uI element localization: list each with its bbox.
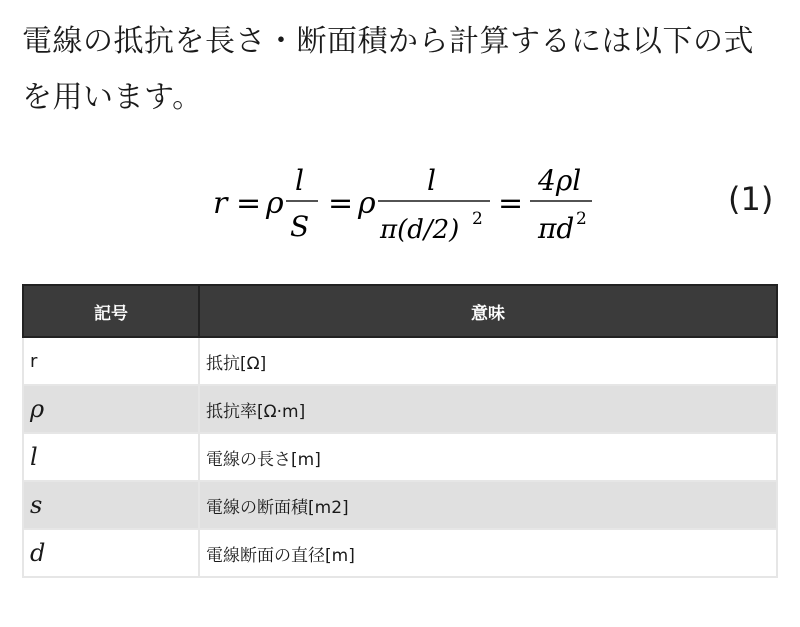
intro-line-2: を用います。 [22, 80, 203, 115]
equation-block [0, 158, 800, 248]
table-row [23, 337, 777, 385]
symbol-l: l [30, 443, 38, 471]
table-row [23, 385, 777, 433]
symbol-cell [23, 433, 199, 481]
eq-frac2-num: l [427, 164, 436, 197]
eq-lhs: r [213, 186, 228, 221]
eq-frac3-den: πd [538, 212, 575, 245]
symbol-s: s [30, 491, 43, 519]
eq-rho-1: ρ [266, 186, 284, 221]
eq-equals-3: = [498, 186, 524, 221]
symbol-table [22, 284, 778, 578]
symbol-rho: ρ [30, 395, 45, 423]
intro-paragraph [22, 14, 782, 126]
eq-frac2-den: π(d/2) [380, 215, 460, 245]
eq-rho-2: ρ [358, 186, 376, 221]
table-row [23, 529, 777, 577]
meaning-cell: 電線の断面積[m2] [199, 481, 777, 529]
eq-frac1-num: l [295, 164, 304, 197]
eq-frac3-num: 4ρl [538, 164, 582, 197]
header-meaning: 意味 [199, 285, 777, 337]
table-row [23, 433, 777, 481]
header-symbol: 記号 [23, 285, 199, 337]
symbol-cell [23, 529, 199, 577]
symbol-d: d [30, 539, 46, 567]
intro-line-1: 電線の抵抗を長さ・断面積から計算するには以下の式 [22, 24, 754, 59]
symbol-cell [23, 385, 199, 433]
eq-equals-2: = [328, 186, 354, 221]
table-row [23, 481, 777, 529]
equation-formula [0, 158, 720, 248]
eq-equals-1: = [236, 186, 262, 221]
symbol-cell [23, 481, 199, 529]
eq-frac3-den-sup: 2 [576, 209, 587, 229]
eq-frac1-den: S [290, 210, 310, 243]
meaning-cell: 電線の長さ[m] [199, 433, 777, 481]
meaning-cell: 抵抗[Ω] [199, 337, 777, 385]
symbol-r: r [30, 350, 38, 372]
eq-frac2-den-sup: 2 [472, 209, 483, 229]
equation-number: (1) [728, 180, 774, 218]
meaning-cell: 電線断面の直径[m] [199, 529, 777, 577]
meaning-cell: 抵抗率[Ω·m] [199, 385, 777, 433]
symbol-cell [23, 337, 199, 385]
table-header-row [23, 285, 777, 337]
